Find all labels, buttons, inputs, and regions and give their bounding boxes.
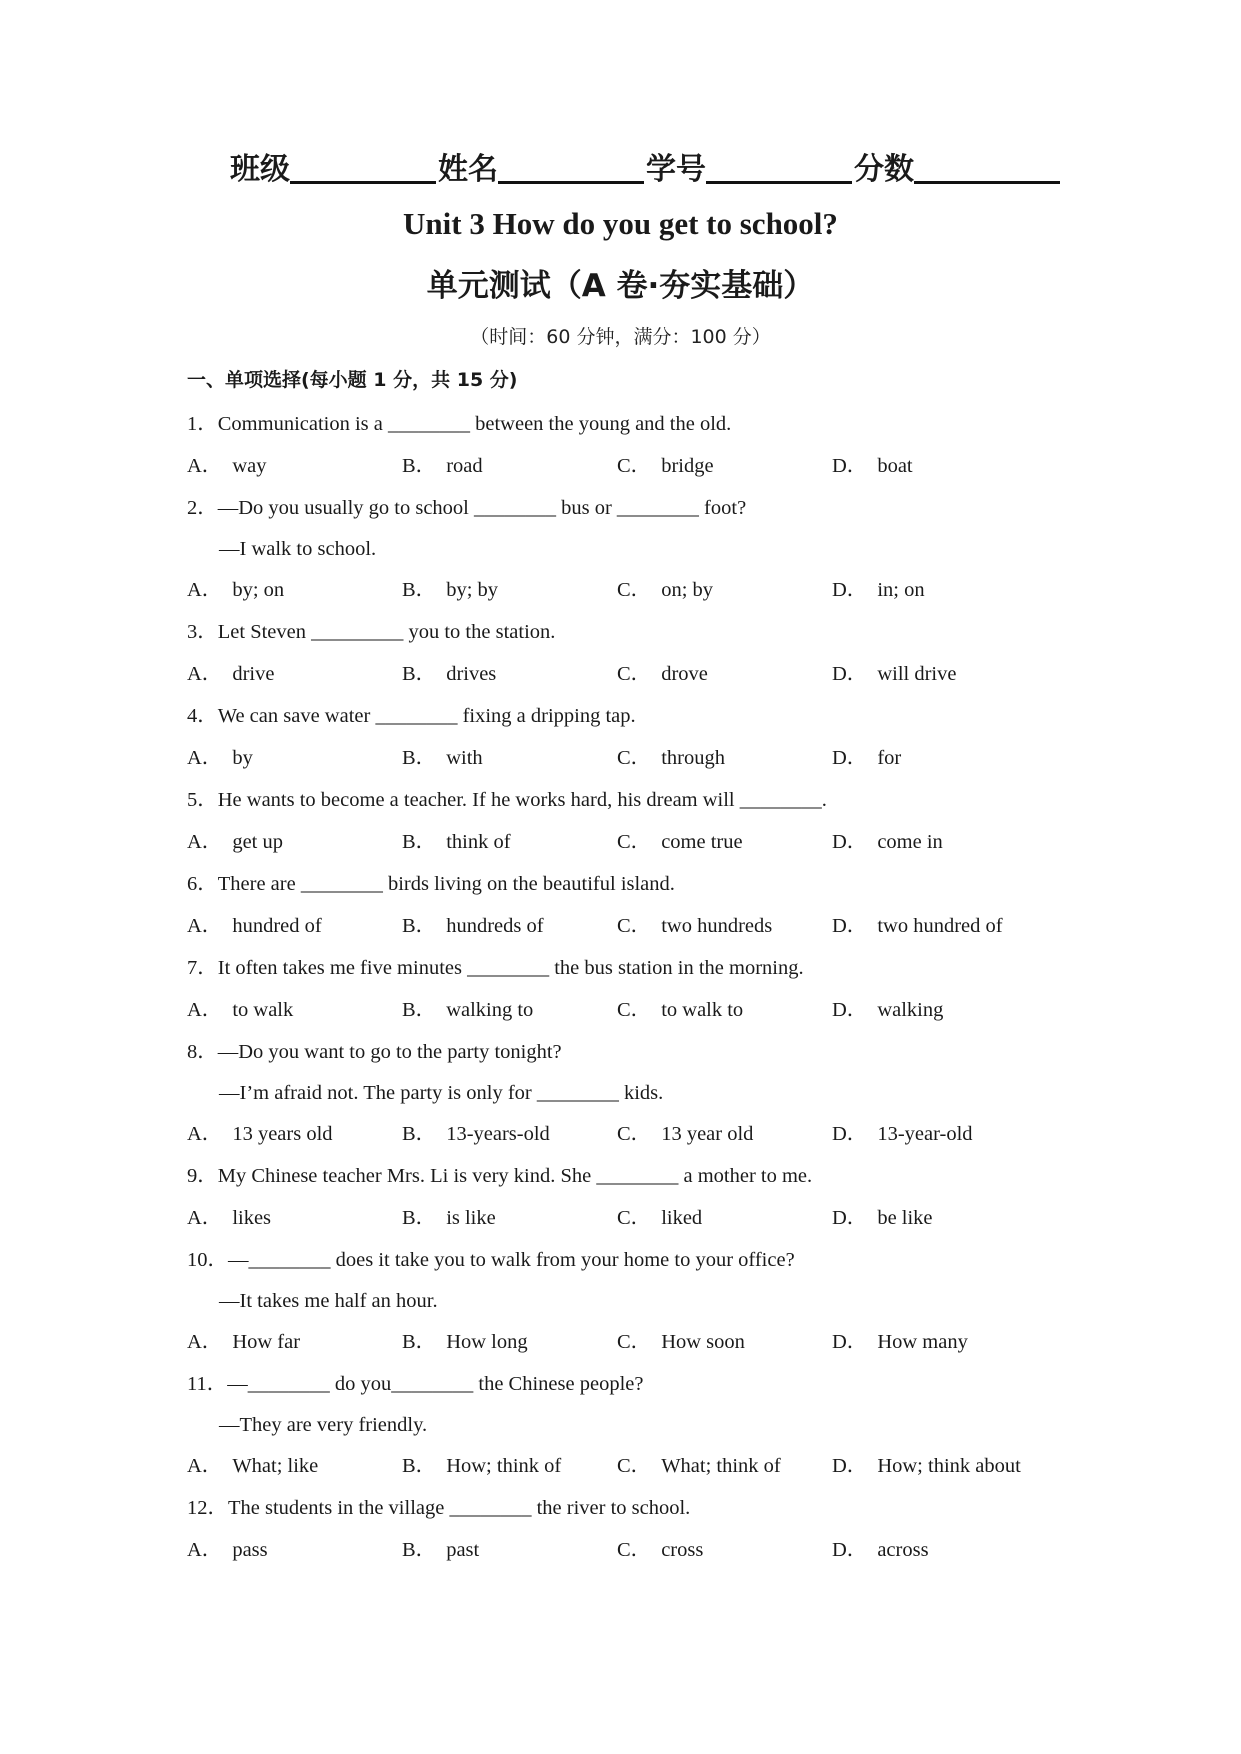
option-text: by; on <box>232 579 285 601</box>
question-number: 3． <box>187 621 218 643</box>
question-number: 9． <box>187 1165 218 1187</box>
option-a <box>187 989 293 1031</box>
name-field <box>438 150 646 190</box>
option-letter: C． <box>617 1539 652 1561</box>
option-text: past <box>446 1539 480 1561</box>
question-stem <box>187 611 1067 653</box>
time-info: （时间：60 分钟，满分：100 分） <box>470 326 771 348</box>
option-letter: A． <box>187 999 223 1021</box>
option-letter: A． <box>187 1455 223 1477</box>
option-text: with <box>446 747 483 769</box>
option-a <box>187 1197 271 1239</box>
options-row <box>187 1321 1067 1363</box>
option-text: How long <box>446 1331 528 1353</box>
option-text: drove <box>661 663 708 685</box>
student-id-label: 学号 <box>646 152 706 187</box>
option-letter: A． <box>187 1123 223 1145</box>
option-text: walking to <box>446 999 534 1021</box>
score-label: 分数 <box>854 152 914 187</box>
option-d <box>832 1321 968 1363</box>
question-number: 4． <box>187 705 218 727</box>
option-text: through <box>661 747 725 769</box>
student-id-field <box>646 150 854 190</box>
question-number: 12． <box>187 1497 228 1519</box>
option-d <box>832 1197 933 1239</box>
question-stem <box>187 863 1067 905</box>
option-text: bridge <box>661 455 714 477</box>
option-text: boat <box>877 455 913 477</box>
question-stem <box>187 403 1067 445</box>
option-letter: A． <box>187 747 223 769</box>
option-d <box>832 989 943 1031</box>
option-text: on; by <box>661 579 714 601</box>
option-text: What; like <box>232 1455 319 1477</box>
option-a <box>187 569 284 611</box>
student-info-line <box>230 146 1062 190</box>
option-letter: D． <box>832 1207 868 1229</box>
option-a <box>187 821 283 863</box>
question-continuation: —I’m afraid not. The party is only for ________ kids. <box>219 1082 664 1104</box>
options-row <box>187 569 1067 611</box>
option-letter: C． <box>617 1207 652 1229</box>
option-c <box>617 821 743 863</box>
section-title: 一、单项选择(每小题 1 分，共 15 分) <box>187 369 518 391</box>
option-text: hundred of <box>232 915 322 937</box>
option-c <box>617 1197 702 1239</box>
score-blank <box>914 179 1060 184</box>
option-letter: C． <box>617 579 652 601</box>
option-text: come in <box>877 831 943 853</box>
option-text: pass <box>232 1539 268 1561</box>
option-text: to walk to <box>661 999 744 1021</box>
option-b <box>402 1529 479 1571</box>
option-letter: B． <box>402 1207 437 1229</box>
option-text: be like <box>877 1207 933 1229</box>
option-text: by <box>232 747 253 769</box>
option-d <box>832 569 925 611</box>
option-letter: D． <box>832 579 868 601</box>
option-letter: D． <box>832 1539 868 1561</box>
option-letter: B． <box>402 1455 437 1477</box>
option-c <box>617 1445 781 1487</box>
option-c <box>617 1529 703 1571</box>
option-b <box>402 653 496 695</box>
option-text: drives <box>446 663 497 685</box>
option-letter: B． <box>402 1331 437 1353</box>
question-text: The students in the village ________ the river to school. <box>228 1497 691 1519</box>
option-letter: D． <box>832 831 868 853</box>
option-letter: D． <box>832 915 868 937</box>
option-letter: C． <box>617 831 652 853</box>
options-row <box>187 445 1067 487</box>
option-text: cross <box>661 1539 704 1561</box>
question-continuation: —I walk to school. <box>219 538 377 560</box>
option-text: What; think of <box>661 1455 781 1477</box>
question-continuation: —They are very friendly. <box>219 1414 428 1436</box>
question-number: 7． <box>187 957 218 979</box>
question-text: My Chinese teacher Mrs. Li is very kind. She ________ a mother to me. <box>217 1165 813 1187</box>
option-c <box>617 1113 753 1155</box>
option-b <box>402 821 511 863</box>
option-letter: B． <box>402 747 437 769</box>
option-text: 13 years old <box>232 1123 333 1145</box>
option-c <box>617 653 708 695</box>
options-row <box>187 1113 1067 1155</box>
option-b <box>402 1113 550 1155</box>
option-letter: D． <box>832 747 868 769</box>
option-text: 13-years-old <box>446 1123 550 1145</box>
question-stem <box>187 487 1067 529</box>
question-number: 2． <box>187 497 218 519</box>
option-c <box>617 1321 745 1363</box>
option-text: 13-year-old <box>877 1123 973 1145</box>
question-stem <box>187 1155 1067 1197</box>
class-blank <box>290 179 436 184</box>
option-b <box>402 737 483 779</box>
option-text: two hundred of <box>877 915 1003 937</box>
option-letter: C． <box>617 663 652 685</box>
option-c <box>617 737 725 779</box>
option-letter: D． <box>832 1331 868 1353</box>
option-letter: C． <box>617 915 652 937</box>
options-row <box>187 821 1067 863</box>
option-b <box>402 905 544 947</box>
option-letter: D． <box>832 1123 868 1145</box>
option-text: think of <box>446 831 511 853</box>
question-stem <box>187 947 1067 989</box>
option-letter: A． <box>187 579 223 601</box>
question-text: —Do you usually go to school ________ bus or ________ foot? <box>217 497 747 519</box>
name-blank <box>498 179 644 184</box>
question-text: —________ do you________ the Chinese people? <box>227 1373 644 1395</box>
option-text: is like <box>446 1207 496 1229</box>
question-text: —________ does it take you to walk from your home to your office? <box>228 1249 795 1271</box>
option-text: for <box>877 747 902 769</box>
option-letter: C． <box>617 747 652 769</box>
option-a <box>187 737 253 779</box>
question-stem <box>187 1031 1067 1073</box>
question-number: 11． <box>187 1373 228 1395</box>
option-letter: A． <box>187 1207 223 1229</box>
option-d <box>832 1113 973 1155</box>
option-text: road <box>446 455 483 477</box>
option-letter: B． <box>402 915 437 937</box>
option-a <box>187 1529 268 1571</box>
option-letter: D． <box>832 1455 868 1477</box>
option-text: liked <box>661 1207 703 1229</box>
option-a <box>187 1113 333 1155</box>
question-number: 6． <box>187 873 218 895</box>
question-stem <box>187 695 1067 737</box>
option-a <box>187 653 274 695</box>
option-letter: A． <box>187 455 223 477</box>
test-title: 单元测试（A 卷·夯实基础） <box>426 268 815 304</box>
options-row <box>187 737 1067 779</box>
option-letter: B． <box>402 999 437 1021</box>
option-d <box>832 1529 929 1571</box>
question-text: We can save water ________ fixing a dripping tap. <box>217 705 636 727</box>
option-b <box>402 1445 561 1487</box>
unit-title: Unit 3 How do you get to school? <box>403 206 838 241</box>
question-continuation: —It takes me half an hour. <box>219 1290 438 1312</box>
question-text: It often takes me five minutes ________ the bus station in the morning. <box>217 957 804 979</box>
option-b <box>402 989 533 1031</box>
option-d <box>832 445 913 487</box>
option-letter: C． <box>617 999 652 1021</box>
option-text: walking <box>877 999 944 1021</box>
option-b <box>402 569 498 611</box>
option-letter: B． <box>402 455 437 477</box>
option-text: to walk <box>232 999 294 1021</box>
option-letter: D． <box>832 455 868 477</box>
option-c <box>617 445 714 487</box>
option-letter: A． <box>187 831 223 853</box>
option-d <box>832 737 901 779</box>
option-text: will drive <box>877 663 957 685</box>
option-d <box>832 821 943 863</box>
option-c <box>617 569 713 611</box>
option-letter: A． <box>187 663 223 685</box>
option-d <box>832 1445 1021 1487</box>
option-letter: A． <box>187 1331 223 1353</box>
question-stem <box>187 1363 1067 1405</box>
question-text: He wants to become a teacher. If he works hard, his dream will ________. <box>217 789 827 811</box>
option-letter: C． <box>617 455 652 477</box>
question-text: There are ________ birds living on the beautiful island. <box>217 873 675 895</box>
question-number: 5． <box>187 789 218 811</box>
option-d <box>832 905 1003 947</box>
option-text: 13 year old <box>661 1123 754 1145</box>
option-c <box>617 989 743 1031</box>
option-letter: C． <box>617 1123 652 1145</box>
options-row <box>187 1197 1067 1239</box>
class-label: 班级 <box>230 152 290 187</box>
options-row <box>187 1445 1067 1487</box>
question-number: 10． <box>187 1249 228 1271</box>
option-text: drive <box>232 663 275 685</box>
option-d <box>832 653 956 695</box>
option-a <box>187 905 322 947</box>
option-text: two hundreds <box>661 915 773 937</box>
option-text: How soon <box>661 1331 745 1353</box>
question-stem <box>187 1239 1067 1281</box>
score-field <box>854 150 1062 190</box>
option-text: How far <box>232 1331 301 1353</box>
options-row <box>187 653 1067 695</box>
option-text: in; on <box>877 579 925 601</box>
option-letter: C． <box>617 1455 652 1477</box>
option-letter: A． <box>187 1539 223 1561</box>
question-stem <box>187 779 1067 821</box>
option-letter: B． <box>402 663 437 685</box>
student-id-blank <box>706 179 852 184</box>
option-letter: B． <box>402 579 437 601</box>
option-text: How; think about <box>877 1455 1021 1477</box>
options-row <box>187 905 1067 947</box>
option-text: How; think of <box>446 1455 562 1477</box>
question-stem <box>187 1487 1067 1529</box>
options-row <box>187 1529 1067 1571</box>
option-a <box>187 445 266 487</box>
option-text: way <box>232 455 267 477</box>
option-letter: C． <box>617 1331 652 1353</box>
option-b <box>402 1321 528 1363</box>
option-text: by; by <box>446 579 499 601</box>
option-text: How many <box>877 1331 968 1353</box>
class-field <box>230 150 438 190</box>
option-b <box>402 1197 496 1239</box>
question-number: 1． <box>187 413 218 435</box>
option-letter: B． <box>402 1539 437 1561</box>
question-list <box>187 403 1067 1571</box>
option-letter: B． <box>402 831 437 853</box>
option-a <box>187 1445 318 1487</box>
option-text: across <box>877 1539 929 1561</box>
option-a <box>187 1321 300 1363</box>
option-text: likes <box>232 1207 272 1229</box>
option-letter: D． <box>832 663 868 685</box>
option-letter: D． <box>832 999 868 1021</box>
options-row <box>187 989 1067 1031</box>
option-b <box>402 445 483 487</box>
option-text: get up <box>232 831 283 853</box>
option-text: hundreds of <box>446 915 544 937</box>
question-text: —Do you want to go to the party tonight? <box>217 1041 562 1063</box>
question-number: 8． <box>187 1041 218 1063</box>
option-c <box>617 905 772 947</box>
name-label: 姓名 <box>438 152 498 187</box>
question-text: Communication is a ________ between the young and the old. <box>217 413 732 435</box>
question-text: Let Steven _________ you to the station. <box>217 621 556 643</box>
option-letter: A． <box>187 915 223 937</box>
option-text: come true <box>661 831 743 853</box>
option-letter: B． <box>402 1123 437 1145</box>
